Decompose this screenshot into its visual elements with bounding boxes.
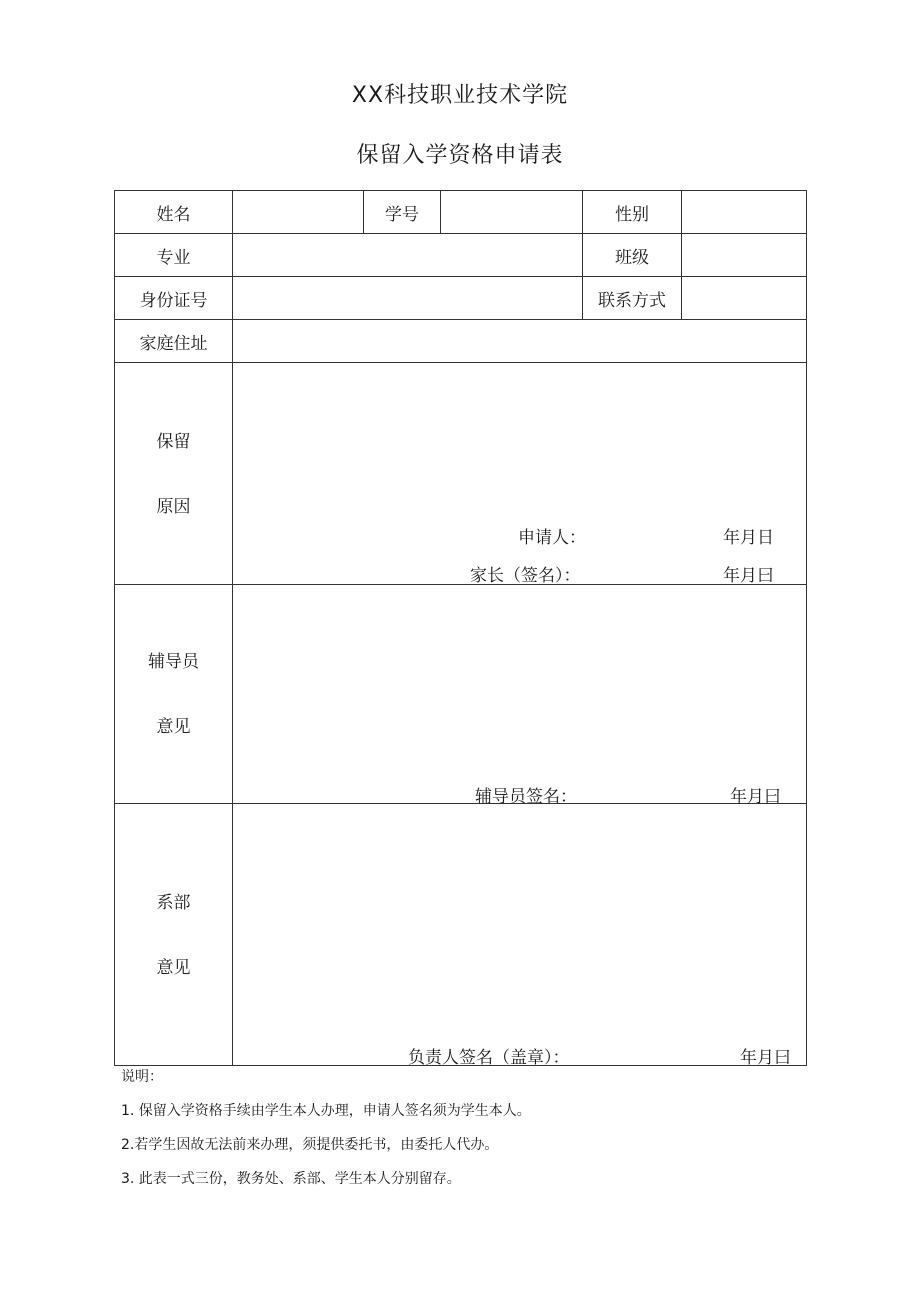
form-row-major [115, 234, 807, 277]
student-id-label: 学号 [364, 191, 441, 234]
school-name: XX科技职业技术学院 [351, 83, 569, 108]
reason-label-line1: 保留 [156, 431, 191, 452]
reason-field[interactable] [233, 363, 807, 585]
counselor-date-label: 年月曰 [730, 787, 781, 807]
counselor-label [115, 585, 233, 804]
applicant-date-label: 年月日 [723, 528, 774, 548]
class-field[interactable] [682, 234, 807, 277]
department-sign-label: 负责人签名（盖章）： [408, 1048, 570, 1068]
department-label-line2: 意见 [156, 957, 191, 978]
form-row-counselor [115, 585, 807, 804]
form-row-id [115, 277, 807, 320]
id-card-field[interactable] [233, 277, 583, 320]
counselor-field[interactable] [233, 585, 807, 807]
class-label: 班级 [583, 234, 682, 277]
parent-sign-label: 家长（签名）： [470, 566, 581, 586]
address-label: 家庭住址 [115, 320, 233, 363]
parent-date-label: 年月曰 [723, 566, 774, 586]
application-form-table [114, 190, 807, 1066]
form-row-address [115, 320, 807, 363]
form-title: 保留入学资格申请表 [356, 143, 564, 168]
form-row-reason [115, 363, 807, 585]
name-field[interactable] [233, 191, 364, 234]
address-field[interactable] [233, 320, 807, 363]
counselor-label-line2: 意见 [156, 717, 191, 737]
contact-label: 联系方式 [583, 277, 682, 320]
gender-label: 性别 [583, 191, 682, 234]
gender-field[interactable] [682, 191, 807, 234]
department-label-line1: 系部 [156, 892, 191, 913]
applicant-sign-label: 申请人： [518, 528, 586, 548]
major-field[interactable] [233, 234, 583, 277]
counselor-label-line1: 辅导员 [148, 652, 199, 672]
department-field[interactable] [233, 804, 807, 1066]
major-label: 专业 [115, 234, 233, 277]
id-card-label: 身份证号 [115, 277, 233, 320]
note-item-1: 1. 保留入学资格手续由学生本人办理，申请人签名须为学生本人。 [121, 1103, 531, 1119]
student-id-field[interactable] [441, 191, 583, 234]
counselor-sign-label: 辅导员签名： [475, 787, 577, 807]
name-label: 姓名 [115, 191, 233, 234]
contact-field[interactable] [682, 277, 807, 320]
form-row-name [115, 191, 807, 234]
department-date-label: 年月曰 [740, 1048, 791, 1068]
form-row-department [115, 804, 807, 1066]
notes-heading: 说明： [121, 1069, 163, 1085]
reason-label [115, 363, 233, 585]
reason-label-line2: 原因 [156, 496, 191, 517]
note-item-2: 2.若学生因故无法前来办理，须提供委托书，由委托人代办。 [121, 1137, 499, 1153]
department-label [115, 804, 233, 1066]
note-item-3: 3. 此表一式三份，教务处、系部、学生本人分别留存。 [121, 1171, 461, 1187]
